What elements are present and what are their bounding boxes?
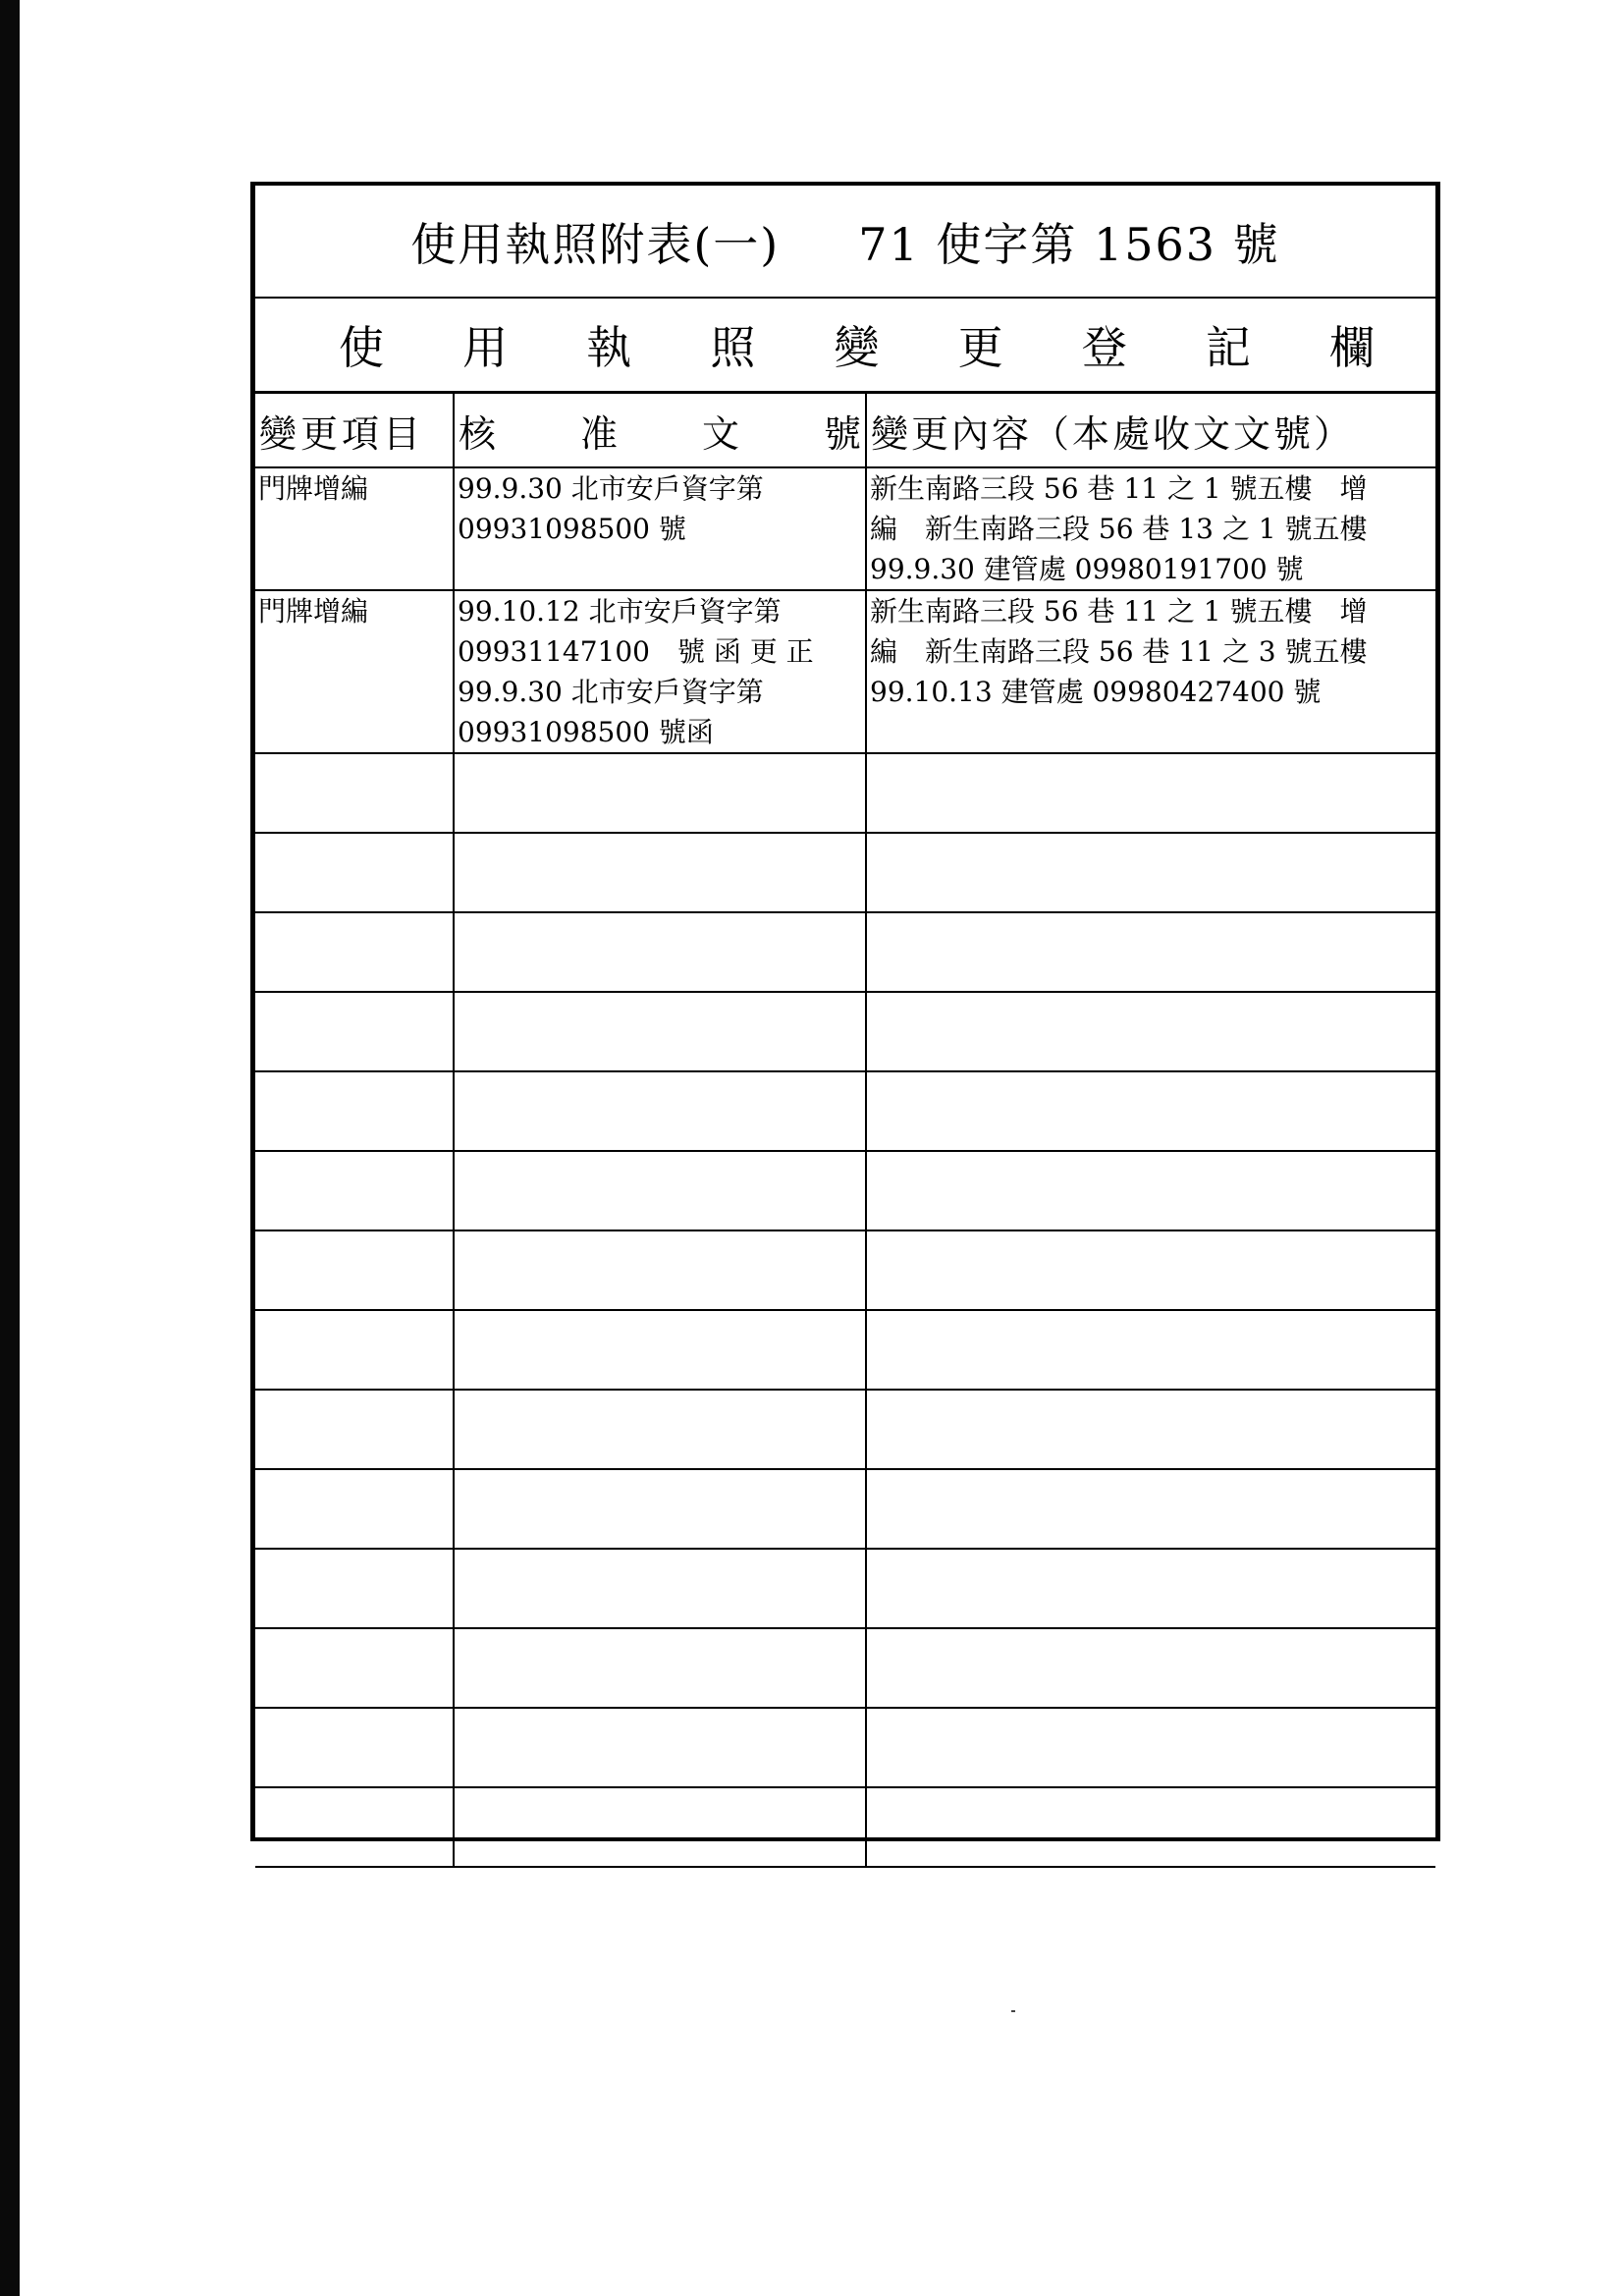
empty-row [255,992,1435,1071]
empty-row [255,1390,1435,1469]
empty-row [255,1469,1435,1549]
scan-left-edge [0,0,20,2296]
empty-row [255,1071,1435,1151]
column-header-approval: 核 准 文 號 [454,394,866,467]
heading-char: 使 [339,321,384,374]
table-row [255,590,1435,753]
empty-row [255,1787,1435,1867]
heading-char: 欄 [1329,321,1375,374]
heading-char: 更 [957,321,1003,374]
row-item: 門牌增編 [255,590,454,753]
change-register-table [255,394,1435,1868]
row-item: 門牌增編 [255,467,454,590]
form-title-left: 使用執照附表(一) [410,217,781,271]
heading-char: 照 [710,321,756,374]
column-header-content: 變更內容（本處收文文號） [866,394,1435,467]
empty-row [255,833,1435,912]
empty-row [255,1549,1435,1628]
change-register-heading [255,299,1435,394]
heading-char: 登 [1081,321,1127,374]
empty-row [255,1151,1435,1230]
heading-char: 用 [462,321,509,374]
license-appendix-form [250,182,1440,1841]
column-header-item: 變更項目 [255,394,454,467]
empty-row [255,912,1435,992]
empty-row [255,1628,1435,1708]
empty-row [255,1708,1435,1787]
heading-char: 記 [1205,321,1251,374]
heading-char: 執 [586,321,632,374]
row-content: 新生南路三段 56 巷 11 之 1 號五樓 增 編 新生南路三段 56 巷 11 之 3 號五樓 99.10.13 建管處 09980427400 號 [866,590,1435,753]
heading-char: 變 [834,321,880,374]
row-content: 新生南路三段 56 巷 11 之 1 號五樓 增 編 新生南路三段 56 巷 13 之 1 號五樓 99.9.30 建管處 09980191700 號 [866,467,1435,590]
empty-row [255,1310,1435,1390]
empty-row [255,1230,1435,1310]
form-title-number: 71 使字第 1563 號 [858,217,1280,271]
row-approval: 99.9.30 北市安戶資字第 09931098500 號 [454,467,866,590]
empty-row [255,753,1435,833]
form-title [255,186,1435,299]
table-header-row [255,394,1435,467]
row-approval: 99.10.12 北市安戶資字第 09931147100 號 函 更 正 99.9.30 北市安戶資字第 09931098500 號函 [454,590,866,753]
table-row [255,467,1435,590]
scan-speck [1011,2010,1015,2012]
